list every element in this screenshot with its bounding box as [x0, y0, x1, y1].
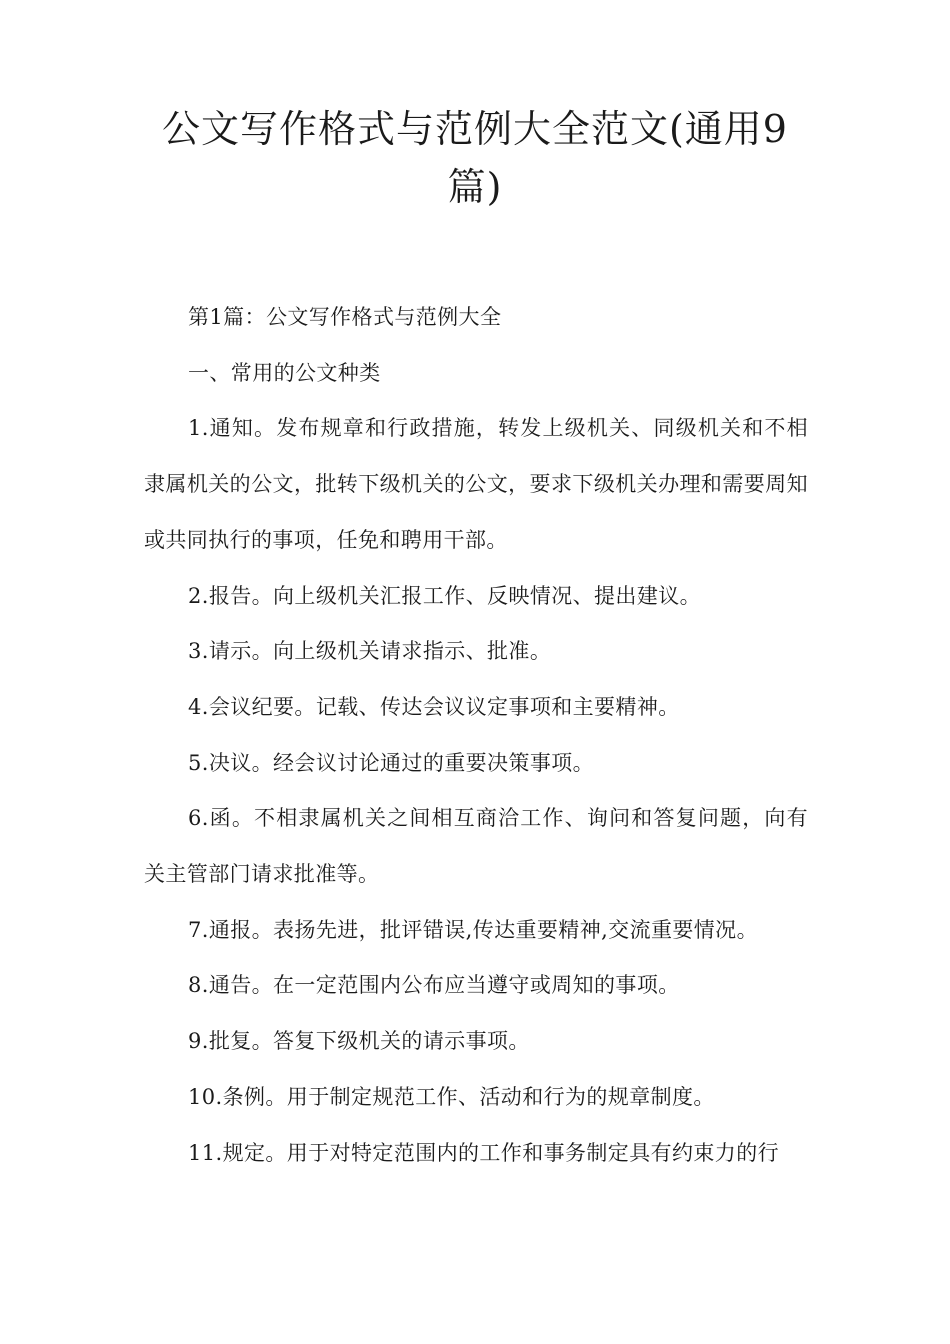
document-title: 公文写作格式与范例大全范文(通用9篇) — [161, 107, 788, 209]
paragraph-item-4: 4.会议纪要。记载、传达会议议定事项和主要精神。 — [188, 694, 680, 719]
document-body — [144, 290, 808, 1181]
paragraph-item-8: 8.通告。在一定范围内公布应当遵守或周知的事项。 — [188, 973, 680, 998]
paragraph-item-10: 10.条例。用于制定规范工作、活动和行为的规章制度。 — [188, 1084, 715, 1109]
paragraph-item-1: 1.通知。发布规章和行政措施，转发上级机关、同级机关和不相隶属机关的公文，批转下级机关的公文，要求下级机关办理和需要周知或共同执行的事项，任免和聘用干部。 — [144, 416, 808, 552]
paragraph-item-9: 9.批复。答复下级机关的请示事项。 — [188, 1029, 530, 1054]
paragraph-item-5: 5.决议。经会议讨论通过的重要决策事项。 — [188, 750, 595, 775]
paragraph-item-2: 2.报告。向上级机关汇报工作、反映情况、提出建议。 — [188, 583, 702, 608]
paragraph-section-heading: 一、常用的公文种类 — [188, 360, 381, 385]
paragraph-item-7: 7.通报。表扬先进，批评错误,传达重要精神,交流重要情况。 — [188, 917, 758, 942]
paragraph-chapter-heading: 第1篇：公文写作格式与范例大全 — [188, 305, 502, 329]
paragraph-item-6: 6.函。不相隶属机关之间相互商洽工作、询问和答复问题，向有关主管部门请求批准等。 — [144, 806, 808, 887]
paragraph-item-3: 3.请示。向上级机关请求指示、批准。 — [188, 639, 552, 664]
paragraph-item-11: 11.规定。用于对特定范围内的工作和事务制定具有约束力的行 — [188, 1140, 779, 1165]
